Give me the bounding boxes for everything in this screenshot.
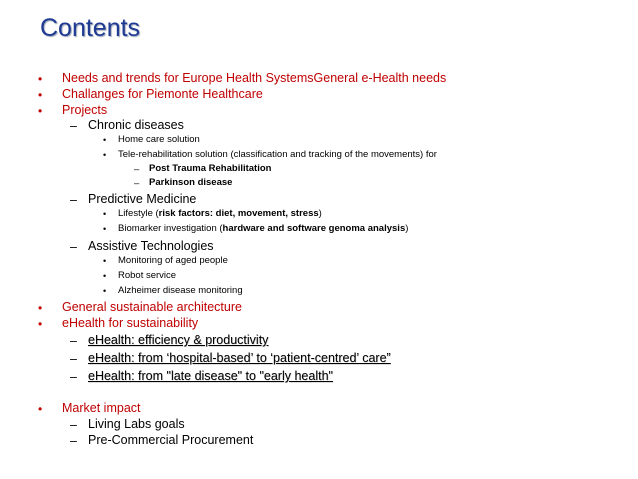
item-projects: Projects	[62, 103, 108, 117]
item-predictive: Predictive Medicine	[88, 192, 197, 206]
bullet: •	[103, 224, 107, 234]
item-needs: Needs and trends for Europe Health SystemsGeneral e-Health needs	[62, 71, 447, 85]
item-robot: Robot service	[118, 270, 177, 281]
dash: –	[134, 178, 140, 189]
dash: –	[70, 240, 77, 254]
bullet: •	[38, 317, 43, 331]
item-eh-efficiency: eHealth: efficiency & productivity	[88, 333, 269, 347]
bullet: •	[38, 301, 43, 315]
item-home-care: Home care solution	[118, 134, 200, 145]
bullet: •	[103, 150, 107, 160]
item-ehealth-sust: eHealth for sustainability	[62, 316, 199, 330]
bullet: •	[38, 104, 43, 118]
dash: –	[70, 119, 77, 133]
item-market: Market impact	[62, 401, 141, 415]
item-challanges: Challanges for Piemonte Healthcare	[62, 87, 263, 101]
bullet: •	[103, 271, 107, 281]
dash: –	[70, 193, 77, 207]
bullet: •	[103, 286, 107, 296]
bullet: •	[103, 256, 107, 266]
dash: –	[70, 334, 77, 348]
item-pcp: Pre-Commercial Procurement	[88, 433, 254, 447]
dash: –	[70, 434, 77, 448]
lifestyle-suffix: )	[318, 208, 322, 219]
dash: –	[70, 418, 77, 432]
dash: –	[70, 370, 77, 384]
item-tele-rehab: Tele-rehabilitation solution (classification and tracking of the movements) for	[118, 149, 437, 160]
item-eh-patient-centred: eHealth: from ‘hospital-based’ to ‘patient-centred’ care”	[88, 351, 391, 365]
bullet: •	[38, 402, 43, 416]
item-chronic: Chronic diseases	[88, 118, 184, 132]
item-eh-early-health: eHealth: from "late disease" to "early health"	[88, 369, 333, 383]
dash: –	[70, 352, 77, 366]
bullet: •	[103, 209, 107, 219]
biomarker-suffix: )	[405, 223, 409, 234]
bullet: •	[38, 88, 43, 102]
biomarker-prefix: Biomarker investigation (	[118, 223, 223, 234]
biomarker-bold: hardware and software genoma analysis	[222, 223, 406, 234]
item-biomarker	[118, 224, 408, 234]
item-parkinson: Parkinson disease	[149, 177, 233, 188]
item-lifestyle	[118, 209, 322, 219]
slide-title: Contents	[40, 14, 141, 42]
dash: –	[134, 164, 140, 175]
item-general-arch: General sustainable architecture	[62, 300, 242, 314]
bullet: •	[38, 72, 43, 86]
item-post-trauma: Post Trauma Rehabilitation	[149, 163, 272, 174]
lifestyle-prefix: Lifestyle (	[118, 208, 159, 219]
lifestyle-bold: risk factors: diet, movement, stress	[158, 208, 319, 219]
item-assistive: Assistive Technologies	[88, 239, 214, 253]
item-monitoring-aged: Monitoring of aged people	[118, 255, 228, 266]
item-living-labs: Living Labs goals	[88, 417, 185, 431]
bullet: •	[103, 135, 107, 145]
item-alzheimer: Alzheimer disease monitoring	[118, 285, 243, 296]
